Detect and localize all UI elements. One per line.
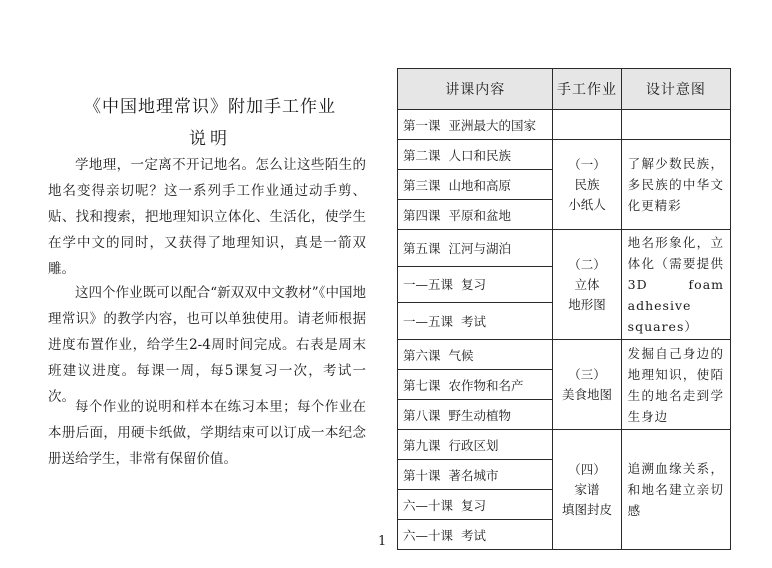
craft-line: 美食地图 bbox=[562, 386, 613, 402]
craft-line: 填图封皮 bbox=[562, 501, 613, 517]
craft-line: 地形图 bbox=[568, 296, 606, 312]
lesson-cell: 第十课 著名城市 bbox=[398, 460, 553, 490]
lesson-cell: 第七课 农作物和名产 bbox=[398, 370, 553, 400]
lesson-cell: 第五课 江河与湖泊 bbox=[398, 230, 553, 267]
empty-cell bbox=[553, 110, 621, 140]
header-lesson-content: 讲课内容 bbox=[398, 69, 553, 110]
lesson-plan-table bbox=[397, 68, 731, 550]
page-title: 《中国地理常识》附加手工作业 bbox=[84, 97, 336, 117]
craft-cell bbox=[553, 430, 621, 550]
lesson-cell: 一—五课 考试 bbox=[398, 303, 553, 340]
table-row bbox=[398, 430, 731, 460]
lesson-cell: 六—十课 复习 bbox=[398, 490, 553, 520]
intro-paragraph: 学地理，一定离不开记地名。怎么让这些陌生的地名变得亲切呢？这一系列手工作业通过动手剪、贴、找和搜索，把地理知识立体化、生活化，使学生在学中文的同时，又获得了地理知识，真是一箭双雕。 bbox=[48, 157, 366, 277]
craft-cell bbox=[553, 140, 621, 230]
craft-line: 家谱 bbox=[574, 481, 600, 497]
intent-cell: 地名形象化，立体化（需要提供3D foam adhesive squares） bbox=[621, 230, 730, 340]
lesson-cell: 第六课 气候 bbox=[398, 340, 553, 370]
craft-line: （一） bbox=[568, 156, 606, 172]
lesson-cell: 第二课 人口和民族 bbox=[398, 140, 553, 170]
table-header-row bbox=[398, 69, 731, 110]
lesson-cell: 第一课 亚洲最大的国家 bbox=[398, 110, 553, 140]
page-number: 1 bbox=[378, 534, 387, 549]
lesson-cell: 第四课 平原和盆地 bbox=[398, 200, 553, 230]
lesson-cell: 第八课 野生动植物 bbox=[398, 400, 553, 430]
table-row bbox=[398, 110, 731, 140]
craft-cell bbox=[553, 230, 621, 340]
lesson-cell: 一—五课 复习 bbox=[398, 266, 553, 303]
craft-line: （四） bbox=[568, 461, 606, 477]
page-subtitle: 说明 bbox=[189, 129, 231, 149]
lesson-cell: 六—十课 考试 bbox=[398, 520, 553, 550]
craft-line: 民族 bbox=[574, 176, 600, 192]
lesson-cell: 第九课 行政区划 bbox=[398, 430, 553, 460]
table-row bbox=[398, 230, 731, 267]
craft-line: 立体 bbox=[574, 276, 600, 292]
header-craft-assignment: 手工作业 bbox=[553, 69, 621, 110]
header-design-intent: 设计意图 bbox=[621, 69, 730, 110]
intent-cell: 发掘自己身边的地理知识，使陌生的地名走到学生身边 bbox=[621, 340, 730, 430]
empty-cell bbox=[621, 110, 730, 140]
craft-line: 小纸人 bbox=[568, 196, 606, 212]
craft-cell bbox=[553, 340, 621, 430]
intent-cell: 了解少数民族，多民族的中华文化更精彩 bbox=[621, 140, 730, 230]
craft-line: （二） bbox=[568, 256, 606, 272]
craft-line: （三） bbox=[568, 366, 606, 382]
usage-paragraph: 这四个作业既可以配合“新双双中文教材”《中国地理常识》的教学内容，也可以单独使用。请老师根据进度布置作业，给学生2-4周时间完成。右表是周末班建议进度。每课一周，每5课复习一次，考试一次。 bbox=[48, 285, 366, 405]
materials-paragraph: 每个作业的说明和样本在练习本里；每个作业在本册后面，用硬卡纸做，学期结束可以订成一本纪念册送给学生，非常有保留价值。 bbox=[48, 399, 366, 467]
table-row bbox=[398, 140, 731, 170]
intent-cell: 追溯血缘关系，和地名建立亲切感 bbox=[621, 430, 730, 550]
lesson-cell: 第三课 山地和高原 bbox=[398, 170, 553, 200]
table-row bbox=[398, 340, 731, 370]
